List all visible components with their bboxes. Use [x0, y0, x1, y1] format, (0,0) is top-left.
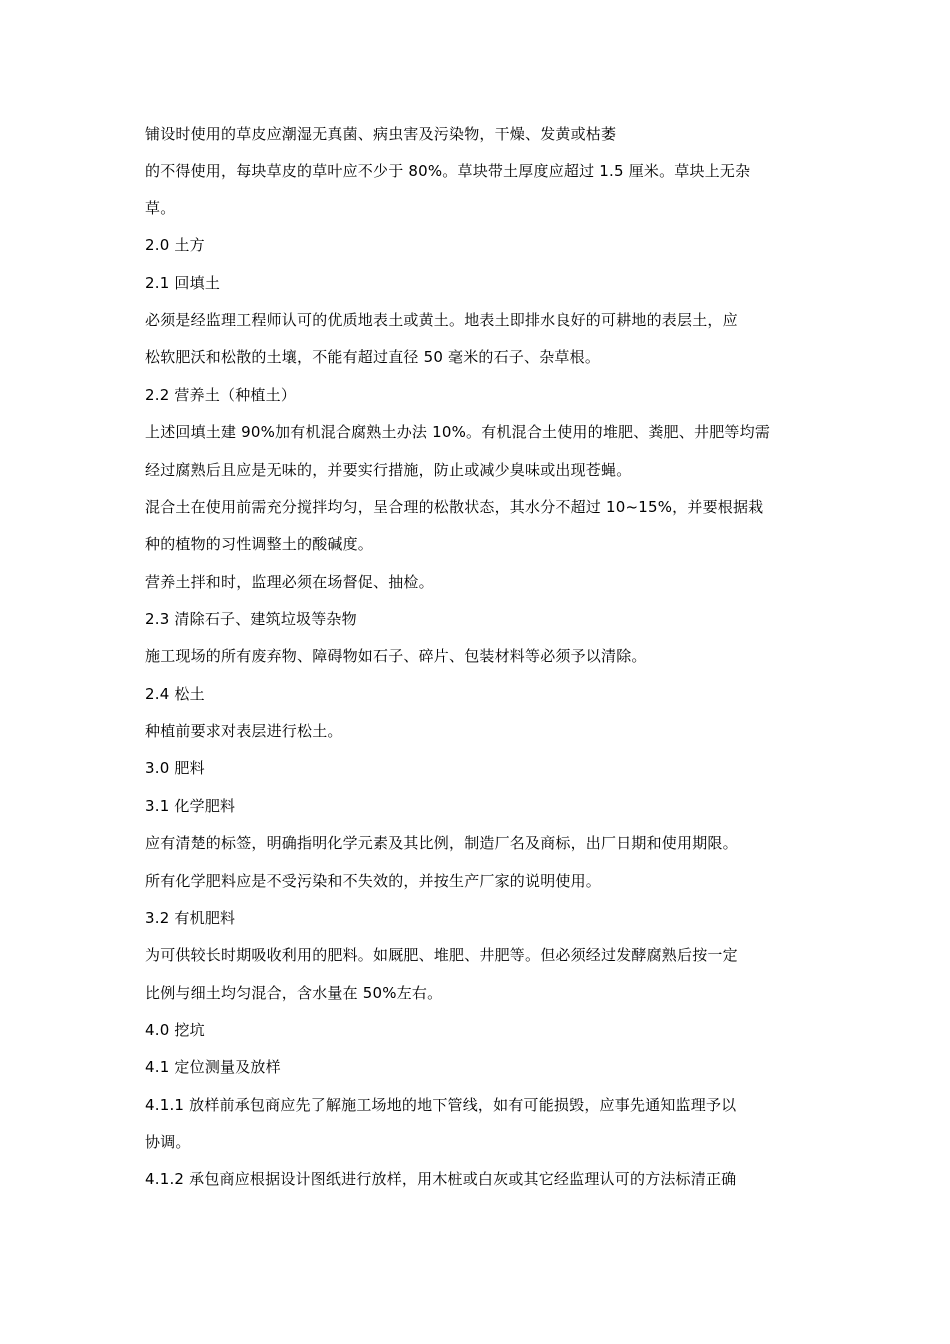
- text-line: 4.1.1 放样前承包商应先了解施工场地的地下管线，如有可能损毁，应事先通知监理予以: [145, 1096, 737, 1114]
- text-line: 所有化学肥料应是不受污染和不失效的，并按生产厂家的说明使用。: [145, 872, 602, 890]
- subsection-heading: 4.1 定位测量及放样: [145, 1058, 281, 1076]
- text-line: 松软肥沃和松散的土壤，不能有超过直径 50 毫米的石子、杂草根。: [145, 348, 601, 366]
- text-line: 必须是经监理工程师认可的优质地表土或黄土。地表土即排水良好的可耕地的表层土，应: [145, 311, 738, 329]
- section-heading: 4.0 挖坑: [145, 1021, 205, 1039]
- subsection-heading: 2.3 清除石子、建筑垃圾等杂物: [145, 610, 357, 628]
- text-line: 种的植物的习性调整土的酸碱度。: [145, 535, 374, 553]
- text-line: 为可供较长时期吸收利用的肥料。如厩肥、堆肥、井肥等。但必须经过发酵腐熟后按一定: [145, 946, 738, 964]
- text-line: 经过腐熟后且应是无味的，并要实行措施，防止或减少臭味或出现苍蝇。: [145, 461, 632, 479]
- text-line: 4.1.2 承包商应根据设计图纸进行放样，用木桩或白灰或其它经监理认可的方法标清正确: [145, 1170, 737, 1188]
- subsection-heading: 2.1 回填土: [145, 274, 221, 292]
- text-line: 混合土在使用前需充分搅拌均匀，呈合理的松散状态，其水分不超过 10~15%，并要根据栽: [145, 498, 764, 516]
- text-line: 种植前要求对表层进行松土。: [145, 722, 343, 740]
- section-heading: 3.0 肥料: [145, 759, 205, 777]
- text-line: 铺设时使用的草皮应潮湿无真菌、病虫害及污染物，干燥、发黄或枯萎: [145, 125, 617, 143]
- subsection-heading: 3.1 化学肥料: [145, 797, 236, 815]
- section-heading: 2.0 土方: [145, 236, 205, 254]
- subsection-heading: 2.4 松土: [145, 685, 205, 703]
- subsection-heading: 3.2 有机肥料: [145, 909, 236, 927]
- text-line: 的不得使用，每块草皮的草叶应不少于 80%。草块带土厚度应超过 1.5 厘米。草块上无杂: [145, 162, 751, 180]
- subsection-heading: 2.2 营养土（种植土）: [145, 386, 297, 404]
- text-line: 草。: [145, 199, 176, 217]
- text-line: 应有清楚的标签，明确指明化学元素及其比例，制造厂名及商标，出厂日期和使用期限。: [145, 834, 738, 852]
- text-line: 协调。: [145, 1133, 191, 1151]
- text-line: 上述回填土建 90%加有机混合腐熟土办法 10%。有机混合土使用的堆肥、粪肥、井肥等均需: [145, 423, 771, 441]
- text-line: 比例与细土均匀混合，含水量在 50%左右。: [145, 984, 443, 1002]
- text-line: 施工现场的所有废弃物、障碍物如石子、碎片、包装材料等必须予以清除。: [145, 647, 647, 665]
- text-line: 营养土拌和时，监理必须在场督促、抽检。: [145, 573, 434, 591]
